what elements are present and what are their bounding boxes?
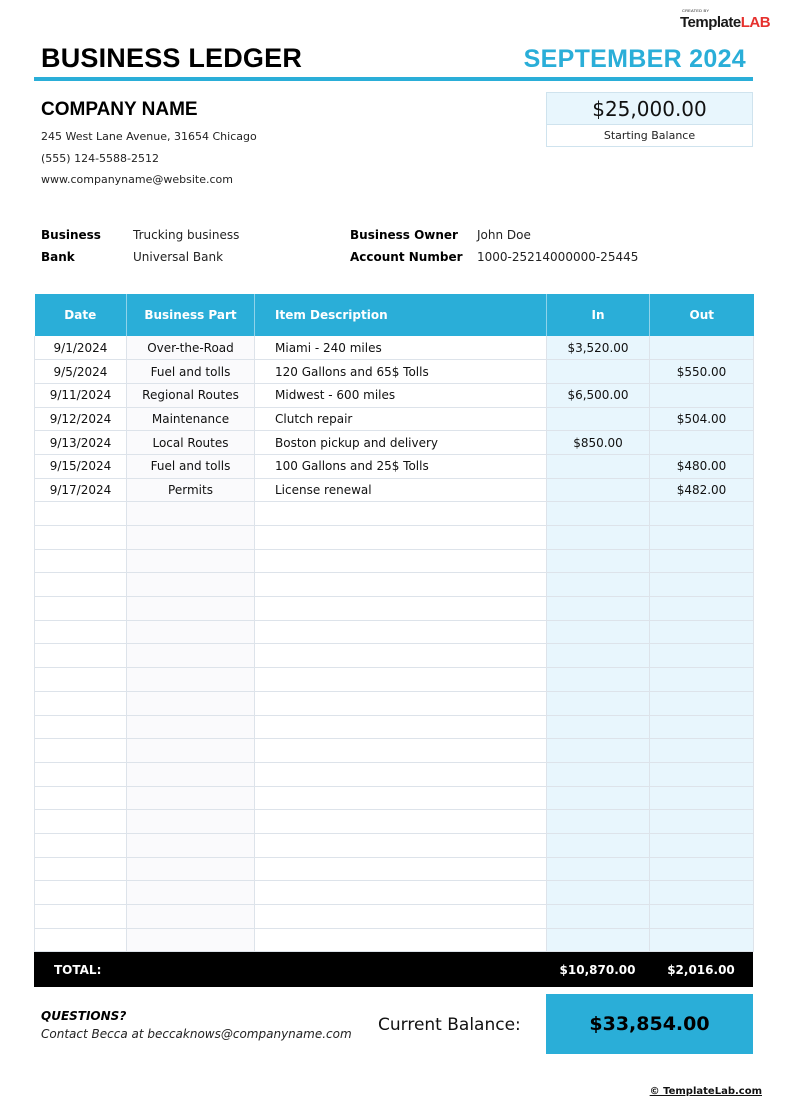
account-label: Account Number: [350, 250, 463, 264]
cell-in: [547, 715, 650, 739]
table-row: [35, 407, 754, 431]
table-row: [35, 668, 754, 692]
cell-item-description: License renewal: [255, 478, 547, 502]
cell-date: [35, 691, 127, 715]
cell-business-part: [127, 739, 255, 763]
cell-date: [35, 502, 127, 526]
cell-item-description: [255, 620, 547, 644]
cell-item-description: [255, 526, 547, 550]
cell-item-description: [255, 857, 547, 881]
cell-in: [547, 644, 650, 668]
cell-out: [650, 762, 754, 786]
cell-business-part: Local Routes: [127, 431, 255, 455]
cell-date: [35, 786, 127, 810]
cell-business-part: [127, 786, 255, 810]
total-label: TOTAL:: [54, 963, 102, 977]
cell-business-part: [127, 857, 255, 881]
table-row: [35, 478, 754, 502]
cell-date: [35, 810, 127, 834]
cell-out: [650, 336, 754, 360]
starting-balance-box: [546, 92, 753, 147]
cell-in: [547, 620, 650, 644]
table-row: [35, 833, 754, 857]
cell-business-part: Maintenance: [127, 407, 255, 431]
table-row: [35, 620, 754, 644]
cell-date: [35, 549, 127, 573]
table-row: [35, 549, 754, 573]
cell-business-part: Permits: [127, 478, 255, 502]
cell-business-part: [127, 644, 255, 668]
bank-value: Universal Bank: [133, 250, 224, 264]
header-business-part: Business Part: [127, 294, 255, 336]
table-row: [35, 762, 754, 786]
account-value: 1000-25214000000-25445: [477, 250, 639, 264]
cell-date: [35, 644, 127, 668]
cell-in: [547, 360, 650, 384]
cell-date: 9/5/2024: [35, 360, 127, 384]
table-row: [35, 810, 754, 834]
cell-item-description: Midwest - 600 miles: [255, 383, 547, 407]
cell-item-description: [255, 905, 547, 929]
cell-item-description: 120 Gallons and 65$ Tolls: [255, 360, 547, 384]
owner-value: John Doe: [477, 228, 531, 242]
cell-item-description: [255, 644, 547, 668]
table-row: [35, 526, 754, 550]
cell-item-description: [255, 597, 547, 621]
table-row: [35, 644, 754, 668]
cell-business-part: [127, 573, 255, 597]
cell-item-description: Boston pickup and delivery: [255, 431, 547, 455]
cell-out: [650, 502, 754, 526]
cell-item-description: [255, 739, 547, 763]
cell-out: [650, 928, 754, 952]
contact-line: Contact Becca at beccaknows@companyname.com: [41, 1027, 352, 1041]
cell-item-description: [255, 549, 547, 573]
cell-item-description: Miami - 240 miles: [255, 336, 547, 360]
cell-out: [650, 526, 754, 550]
cell-in: [547, 668, 650, 692]
table-row: [35, 502, 754, 526]
cell-out: [650, 644, 754, 668]
cell-business-part: Over-the-Road: [127, 336, 255, 360]
cell-item-description: [255, 715, 547, 739]
cell-in: [547, 454, 650, 478]
logo-accent: LAB: [740, 14, 771, 31]
cell-out: [650, 431, 754, 455]
table-row: [35, 431, 754, 455]
cell-out: [650, 691, 754, 715]
cell-date: 9/17/2024: [35, 478, 127, 502]
ledger-header-row: [35, 294, 754, 336]
current-balance-amount: $33,854.00: [546, 994, 753, 1054]
header-date: Date: [35, 294, 127, 336]
cell-date: [35, 905, 127, 929]
cell-business-part: [127, 620, 255, 644]
table-row: [35, 715, 754, 739]
cell-date: [35, 573, 127, 597]
table-row: [35, 786, 754, 810]
cell-date: 9/12/2024: [35, 407, 127, 431]
cell-out: [650, 549, 754, 573]
cell-out: [650, 668, 754, 692]
cell-in: [547, 881, 650, 905]
cell-in: [547, 810, 650, 834]
cell-out: [650, 597, 754, 621]
company-name: COMPANY NAME: [41, 99, 198, 120]
table-row: [35, 928, 754, 952]
cell-in: $6,500.00: [547, 383, 650, 407]
total-out: $2,016.00: [667, 963, 735, 977]
header-in: In: [547, 294, 650, 336]
table-row: [35, 454, 754, 478]
starting-balance-amount: $25,000.00: [547, 93, 752, 125]
cell-item-description: [255, 762, 547, 786]
cell-out: [650, 383, 754, 407]
starting-balance-label: Starting Balance: [603, 129, 696, 142]
ledger-month: SEPTEMBER 2024: [523, 45, 746, 73]
cell-business-part: Regional Routes: [127, 383, 255, 407]
cell-in: $3,520.00: [547, 336, 650, 360]
cell-date: [35, 833, 127, 857]
cell-business-part: [127, 928, 255, 952]
cell-date: [35, 620, 127, 644]
company-phone: (555) 124-5588-2512: [41, 152, 159, 165]
cell-business-part: [127, 668, 255, 692]
table-row: [35, 573, 754, 597]
questions-heading: QUESTIONS?: [41, 1009, 127, 1023]
cell-in: [547, 407, 650, 431]
cell-out: [650, 715, 754, 739]
cell-out: $480.00: [650, 454, 754, 478]
cell-out: $550.00: [650, 360, 754, 384]
cell-out: [650, 739, 754, 763]
business-value: Trucking business: [133, 228, 240, 242]
table-row: [35, 881, 754, 905]
cell-date: [35, 881, 127, 905]
cell-item-description: [255, 573, 547, 597]
cell-business-part: [127, 881, 255, 905]
cell-business-part: [127, 597, 255, 621]
cell-item-description: [255, 668, 547, 692]
cell-business-part: [127, 715, 255, 739]
table-row: [35, 336, 754, 360]
logo-caption: CREATED BY: [682, 8, 710, 13]
cell-item-description: [255, 928, 547, 952]
cell-item-description: [255, 691, 547, 715]
cell-out: [650, 881, 754, 905]
page-title: BUSINESS LEDGER: [41, 43, 303, 73]
ledger-table: [34, 294, 754, 952]
cell-date: [35, 526, 127, 550]
cell-out: [650, 620, 754, 644]
cell-business-part: [127, 905, 255, 929]
title-divider: [34, 77, 753, 81]
cell-date: 9/13/2024: [35, 431, 127, 455]
cell-date: [35, 762, 127, 786]
bank-label: Bank: [41, 250, 75, 264]
cell-business-part: [127, 810, 255, 834]
owner-label: Business Owner: [350, 228, 458, 242]
cell-in: [547, 597, 650, 621]
header-item-description: Item Description: [255, 294, 547, 336]
cell-in: [547, 573, 650, 597]
business-label: Business: [41, 228, 101, 242]
cell-date: [35, 668, 127, 692]
cell-in: [547, 502, 650, 526]
cell-item-description: [255, 881, 547, 905]
logo-wordmark: [680, 14, 770, 31]
cell-in: [547, 478, 650, 502]
cell-out: $504.00: [650, 407, 754, 431]
cell-item-description: Clutch repair: [255, 407, 547, 431]
table-row: [35, 383, 754, 407]
cell-business-part: [127, 502, 255, 526]
cell-business-part: [127, 833, 255, 857]
cell-out: [650, 833, 754, 857]
cell-item-description: [255, 810, 547, 834]
cell-item-description: 100 Gallons and 25$ Tolls: [255, 454, 547, 478]
cell-in: [547, 549, 650, 573]
logo-main: Template: [680, 14, 741, 31]
cell-business-part: Fuel and tolls: [127, 454, 255, 478]
cell-out: [650, 786, 754, 810]
cell-out: [650, 857, 754, 881]
cell-in: $850.00: [547, 431, 650, 455]
copyright-link[interactable]: © TemplateLab.com: [649, 1086, 762, 1097]
cell-date: [35, 597, 127, 621]
company-email: www.companyname@website.com: [41, 173, 233, 186]
cell-in: [547, 691, 650, 715]
cell-in: [547, 905, 650, 929]
cell-in: [547, 857, 650, 881]
table-row: [35, 857, 754, 881]
cell-item-description: [255, 833, 547, 857]
cell-item-description: [255, 502, 547, 526]
company-address: 245 West Lane Avenue, 31654 Chicago: [41, 130, 257, 143]
current-balance-label: Current Balance:: [378, 1015, 521, 1035]
cell-business-part: Fuel and tolls: [127, 360, 255, 384]
cell-date: 9/11/2024: [35, 383, 127, 407]
header-out: Out: [650, 294, 754, 336]
cell-in: [547, 786, 650, 810]
cell-out: $482.00: [650, 478, 754, 502]
cell-in: [547, 762, 650, 786]
table-row: [35, 739, 754, 763]
totals-bar: [34, 952, 753, 987]
cell-in: [547, 833, 650, 857]
cell-out: [650, 905, 754, 929]
cell-item-description: [255, 786, 547, 810]
total-in: $10,870.00: [559, 963, 636, 977]
cell-date: [35, 928, 127, 952]
table-row: [35, 691, 754, 715]
table-row: [35, 360, 754, 384]
cell-in: [547, 928, 650, 952]
cell-date: 9/1/2024: [35, 336, 127, 360]
cell-in: [547, 739, 650, 763]
cell-out: [650, 573, 754, 597]
cell-business-part: [127, 762, 255, 786]
cell-date: [35, 857, 127, 881]
cell-in: [547, 526, 650, 550]
cell-date: [35, 739, 127, 763]
table-row: [35, 905, 754, 929]
cell-date: [35, 715, 127, 739]
cell-business-part: [127, 691, 255, 715]
templatelab-logo: [680, 8, 776, 30]
table-row: [35, 597, 754, 621]
cell-out: [650, 810, 754, 834]
cell-business-part: [127, 549, 255, 573]
cell-business-part: [127, 526, 255, 550]
cell-date: 9/15/2024: [35, 454, 127, 478]
ledger-body: [35, 336, 754, 952]
